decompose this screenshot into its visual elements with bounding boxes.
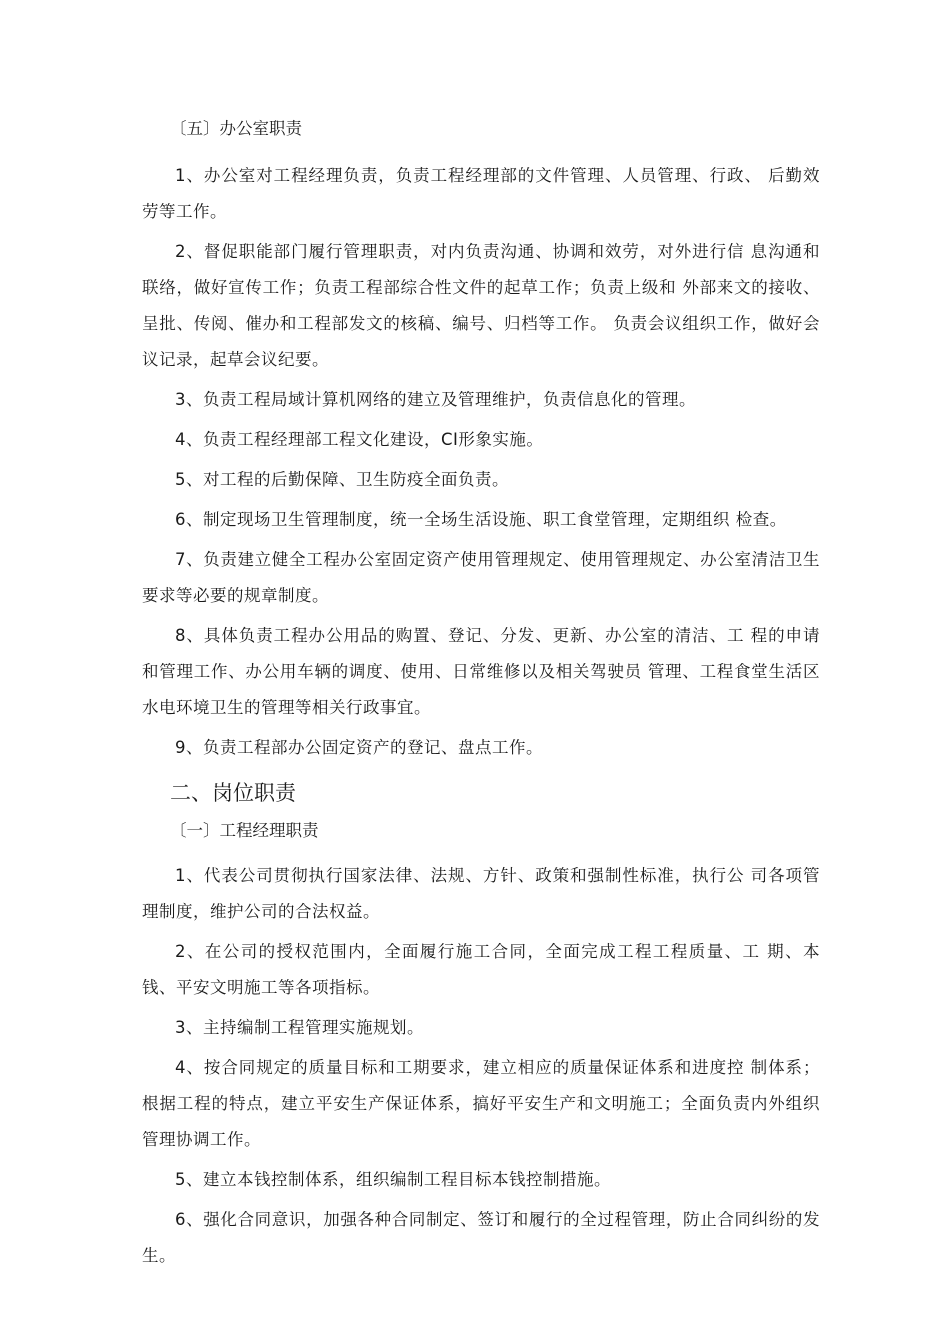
paragraph: 3、负责工程局域计算机网络的建立及管理维护，负责信息化的管理。 <box>175 390 696 409</box>
paragraph: 9、负责工程部办公固定资产的登记、盘点工作。 <box>175 738 543 757</box>
paragraph: 1、代表公司贯彻执行国家法律、法规、方针、政策和强制性标准，执行公 司各项管理制度，维护公司的合法权益。 <box>142 866 820 921</box>
paragraph: 5、建立本钱控制体系，组织编制工程目标本钱控制措施。 <box>175 1170 611 1189</box>
paragraph: 2、督促职能部门履行管理职责，对内负责沟通、协调和效劳，对外进行信 息沟通和联络，做好宣传工作；负责工程部综合性文件的起草工作；负责上级和 外部来文的接收、呈批、传阅、催办和工程部发文的核稿、编号、归档等工作。 负责会议组织工作，做好会议记录，起草会议纪要。 <box>142 242 820 369</box>
paragraph: 6、制定现场卫生管理制度，统一全场生活设施、职工食堂管理，定期组织 检查。 <box>175 510 787 529</box>
section-title-office-duties: 〔五〕办公室职责 <box>170 119 302 138</box>
paragraph: 3、主持编制工程管理实施规划。 <box>175 1018 424 1037</box>
paragraph: 2、在公司的授权范围内，全面履行施工合同，全面完成工程工程质量、工 期、本钱、平安文明施工等各项指标。 <box>142 942 820 997</box>
paragraph: 1、办公室对工程经理负责，负责工程经理部的文件管理、人员管理、行政、 后勤效劳等工作。 <box>142 166 820 221</box>
paragraph: 6、强化合同意识，加强各种合同制定、签订和履行的全过程管理，防止合同纠纷的发生。 <box>142 1210 820 1265</box>
paragraph: 4、按合同规定的质量目标和工期要求，建立相应的质量保证体系和进度控 制体系；根据工程的特点，建立平安生产保证体系，搞好平安生产和文明施工；全面负责内外组织管理协调工作。 <box>142 1058 820 1149</box>
paragraph: 8、具体负责工程办公用品的购置、登记、分发、更新、办公室的清洁、工 程的申请和管理工作、办公用车辆的调度、使用、日常维修以及相关驾驶员 管理、工程食堂生活区水电环境卫生的管理等相关行政事宜。 <box>142 626 820 717</box>
paragraph: 7、负责建立健全工程办公室固定资产使用管理规定、使用管理规定、办公室清洁卫生要求等必要的规章制度。 <box>142 550 820 605</box>
paragraph: 4、负责工程经理部工程文化建设，CI形象实施。 <box>175 430 544 449</box>
heading-job-duties: 二、岗位职责 <box>170 781 296 805</box>
paragraph: 5、对工程的后勤保障、卫生防疫全面负责。 <box>175 470 509 489</box>
section-title-project-manager: 〔一〕工程经理职责 <box>170 821 319 840</box>
